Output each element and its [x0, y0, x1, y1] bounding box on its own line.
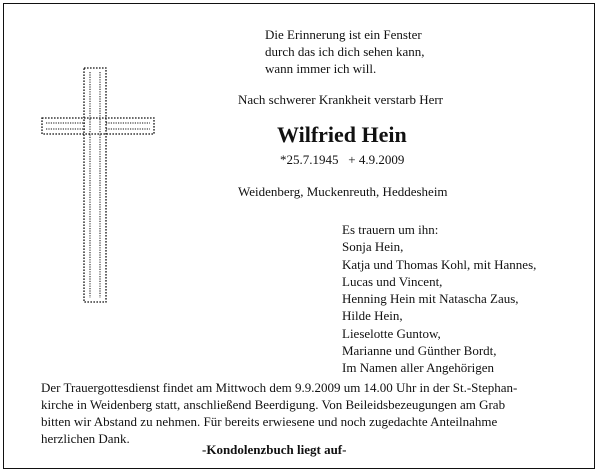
- service-line: herzlichen Dank.: [41, 431, 130, 446]
- mourner-line: Im Namen aller Angehörigen: [342, 360, 494, 376]
- service-information: [41, 379, 569, 447]
- poem-line: wann immer ich will.: [265, 61, 377, 76]
- mourner-line: Lucas und Vincent,: [342, 273, 443, 289]
- service-line: bitten wir Abstand zu nehmen. Für bereits erwiesene und noch zugedachte Anteilnahme: [41, 414, 498, 429]
- memorial-poem: [265, 26, 425, 77]
- mourner-line: Henning Hein mit Natascha Zaus,: [342, 291, 519, 307]
- mourner-line: Marianne und Günther Bordt,: [342, 343, 497, 359]
- deceased-name: Wilfried Hein: [277, 122, 407, 147]
- mourners-heading: Es trauern um ihn:: [342, 222, 439, 237]
- poem-line: Die Erinnerung ist ein Fenster: [265, 27, 422, 42]
- mourner-line: Lieselotte Guntow,: [342, 325, 441, 341]
- announcement-intro: Nach schwerer Krankheit verstarb Herr: [238, 92, 444, 107]
- poem-line: durch das ich dich sehen kann,: [265, 44, 425, 59]
- mourners-list: [342, 221, 536, 377]
- condolence-book-note: -Kondolenzbuch liegt auf-: [202, 442, 347, 457]
- mourner-line: Hilde Hein,: [342, 308, 403, 324]
- service-line: Der Trauergottesdienst findet am Mittwoch dem 9.9.2009 um 14.00 Uhr in der St.-Stephan-: [41, 380, 518, 395]
- cross-icon: [40, 66, 160, 306]
- mourner-line: Sonja Hein,: [342, 239, 404, 255]
- mourner-line: Katja und Thomas Kohl, mit Hannes,: [342, 256, 537, 272]
- life-dates: *25.7.1945 + 4.9.2009: [280, 152, 405, 167]
- service-line: kirche in Weidenberg statt, anschließend Beerdigung. Von Beileidsbezeugungen am Grab: [41, 397, 506, 412]
- places: Weidenberg, Muckenreuth, Heddesheim: [238, 184, 448, 199]
